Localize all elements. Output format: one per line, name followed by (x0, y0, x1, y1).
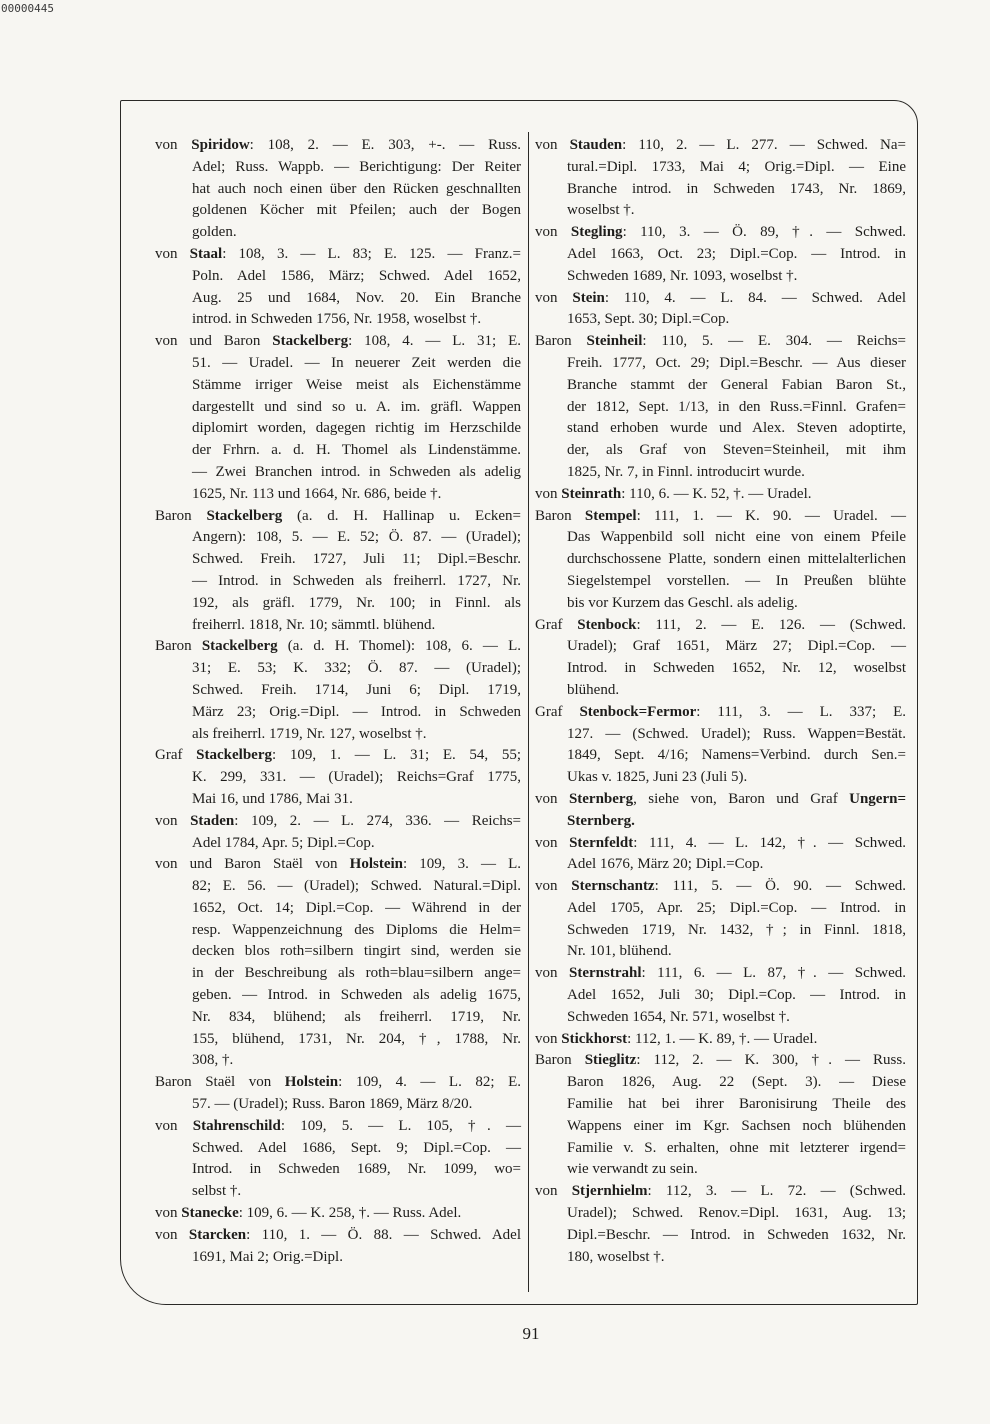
entry-name: Sternberg (568, 790, 634, 807)
text-line (155, 331, 521, 353)
text-line: Familie v. S. erhalten, ohne mit letzterer irgend= (567, 1139, 906, 1156)
text-line: Mai 16, und 1786, Mai 31. (192, 790, 353, 807)
text-line (155, 636, 521, 658)
text-line: 31; E. 53; K. 332; Ö. 87. — (Uradel); (192, 660, 521, 677)
register-entry (535, 484, 906, 506)
entry-name: Staden (190, 812, 235, 829)
text-line: Schweden 1689, Nr. 1093, woselbst †. (567, 267, 798, 284)
text-line: 180, woselbst †. (567, 1248, 665, 1265)
entry-text: : 108, 2. — E. 303, +-. — Russ. (249, 137, 521, 153)
text-line: Adel 1652, Juli 30; Dipl.=Cop. — Introd. in (567, 987, 906, 1004)
text-line (535, 484, 906, 506)
register-entry (535, 963, 906, 1028)
text-line: Aug. 25 und 1684, Nov. 20. Ein Branche (192, 289, 521, 306)
text-line: Uradel); Graf 1651, März 27; Dipl.=Cop. — (567, 638, 906, 655)
text-line: bis vor Kurzem das Geschl. als adelig. (567, 594, 798, 611)
entry-text: : 111, 5. — Ö. 90. — Schwed. (654, 878, 906, 895)
text-line: 1849, Sept. 4/16; Namens=Verbind. durch Sen.= (567, 747, 906, 764)
text-line (535, 135, 906, 157)
text-line: dargestellt und sind so u. A. im. gräfl. Wappen (192, 398, 521, 415)
entry-text: von (535, 1030, 562, 1047)
text-line: als freiherrl. 1719, Nr. 127, woselbst †. (192, 725, 427, 742)
text-line (155, 1225, 521, 1247)
register-entry (155, 135, 521, 244)
entry-name: Sternberg. (567, 812, 635, 829)
register-entry (155, 506, 521, 637)
page-number: 91 (522, 1324, 540, 1343)
register-entry (535, 702, 906, 789)
register-entry (155, 1072, 521, 1116)
entry-text: von (535, 790, 569, 807)
entry-text: von (535, 289, 573, 306)
text-line (535, 833, 906, 855)
entry-text: (a. d. H. Thomel): 108, 6. — L. (277, 638, 521, 655)
text-line: introd. in Schweden 1756, Nr. 1958, woselbst †. (192, 311, 482, 328)
entry-text: : 110, 2. — L. 277. — Schwed. Na= (622, 137, 907, 153)
register-entry (155, 811, 521, 855)
entry-text: : 108, 4. — L. 31; E. (348, 333, 521, 350)
entry-text: : 112, 2. — K. 300, †. — Russ. (636, 1052, 906, 1069)
entry-name: Ungern= (849, 790, 907, 807)
text-line: 57. — (Uradel); Russ. Baron 1869, März 8/20. (192, 1096, 473, 1113)
text-line: März 23; Orig.=Dipl. — Introd. in Schweden (192, 703, 521, 720)
text-line: diplomirt worden, dagegen richtig im Herzschilde (192, 420, 521, 437)
register-entry (535, 288, 906, 332)
text-line: — Zwei Branchen introd. in Schweden als adelig (192, 463, 521, 480)
entry-text: : 110, 6. — K. 52, †. — Uradel. (621, 485, 812, 502)
entry-name: Stegling (570, 224, 623, 241)
text-line (155, 244, 521, 266)
register-entry (155, 745, 521, 810)
entry-name: Holstein (284, 1074, 339, 1091)
text-line (535, 789, 906, 811)
text-line: 1691, Mai 2; Orig.=Dipl. (192, 1248, 343, 1265)
text-line: in der Beschreibung als roth=blau=silbern ange= (192, 965, 521, 982)
entry-text: : 111, 6. — L. 87, †. — Schwed. (641, 965, 907, 982)
text-line: Adel 1705, Apr. 25; Dipl.=Cop. — Introd. in (567, 899, 906, 916)
text-line: Nr. 101, blühend. (567, 943, 672, 960)
text-line: 1825, Nr. 7, in Finnl. introducirt wurde. (567, 463, 805, 480)
text-line: Familie hat bei ihrer Baronisirung Theile des (567, 1096, 906, 1113)
entry-text: Graf (535, 616, 578, 633)
text-line: goldenen Köcher mit Pfeilen; auch der Bogen (192, 202, 521, 219)
text-line: Poln. Adel 1586, März; Schwed. Adel 1652, (192, 267, 521, 284)
text-line: der, als Graf von Steven=Steinheil, mit ihm (567, 442, 906, 459)
entry-name: Stjernhielm (571, 1183, 648, 1200)
entry-text: von (155, 1205, 182, 1222)
text-line: Angern): 108, 5. — E. 52; Ö. 87. — (Uradel); (192, 529, 521, 546)
register-entry (535, 331, 906, 484)
text-line: Schwed. Freih. 1714, Juni 6; Dipl. 1719, (192, 681, 521, 698)
entry-text: : 112, 3. — L. 72. — (Schwed. (647, 1183, 907, 1200)
register-entry (535, 222, 906, 287)
text-line: Wappens einer im Kgr. Sachsen noch blühenden (567, 1117, 906, 1134)
register-entry (535, 876, 906, 963)
text-line (155, 1203, 521, 1225)
entry-name: Steinrath (561, 485, 622, 502)
text-line (535, 1029, 906, 1051)
entry-text: : 108, 3. — L. 83; E. 125. — Franz.= (222, 245, 521, 262)
entry-text: Graf (155, 747, 197, 764)
entry-text: Baron (535, 333, 587, 350)
text-line: der 1812, Sept. 1/13, in den Russ.=Finnl. Grafen= (567, 398, 906, 415)
entry-name: Stackelberg (206, 507, 283, 524)
entry-name: Stauden (569, 137, 623, 153)
entry-text: Baron (535, 507, 585, 524)
text-line: stand erhoben wurde und Alex. Steven adoptirte, (567, 420, 906, 437)
entry-text: : 110, 1. — Ö. 88. — Schwed. Adel (246, 1226, 522, 1243)
text-line: Siegelstempel vorstellen. — In Preußen blühte (567, 572, 906, 589)
text-line (535, 331, 906, 353)
register-entry (155, 1203, 521, 1225)
register-entry (535, 135, 906, 222)
text-line (155, 506, 521, 528)
entry-name: Stackelberg (272, 333, 349, 350)
text-line: geben. — Introd. in Schweden als adelig 1675, (192, 987, 521, 1004)
entry-name: Sternstrahl (569, 965, 642, 982)
text-line: freiherrl. 1818, Nr. 10; sämmtl. blühend. (192, 616, 436, 633)
register-entry (155, 1225, 521, 1269)
entry-text: Baron (535, 1052, 585, 1069)
text-line: Adel 1676, März 20; Dipl.=Cop. (567, 856, 764, 873)
entry-text: : 109, 5. — L. 105, †. — (280, 1117, 521, 1134)
text-line: tural.=Dipl. 1733, Mai 4; Orig.=Dipl. — Eine (567, 158, 906, 175)
entry-text: von (155, 1117, 193, 1134)
register-entry (155, 244, 521, 331)
entry-text: von (155, 1226, 189, 1243)
entry-name: Stackelberg (196, 747, 272, 764)
text-line: Adel 1784, Apr. 5; Dipl.=Cop. (192, 834, 375, 851)
entry-text: von (155, 245, 190, 262)
text-line: durchschossene Platte, sondern einen mittelalterlichen (567, 551, 906, 568)
text-line: Das Wappenbild soll nicht eine von einem Pfeile (567, 529, 906, 546)
text-line: 155, blühend, 1731, Nr. 204, †, 1788, Nr. (192, 1030, 521, 1047)
entry-name: Staal (189, 245, 223, 262)
text-line: blühend. (567, 681, 620, 698)
entry-text: von (535, 965, 570, 982)
register-entry (155, 1116, 521, 1203)
text-line (535, 876, 906, 898)
text-line (535, 615, 906, 637)
text-line: 51. — Uradel. — In neuerer Zeit werden die (192, 354, 521, 371)
entry-text: von (535, 878, 572, 895)
text-line: Schwed. Adel 1686, Sept. 9; Dipl.=Cop. — (192, 1139, 521, 1156)
text-line: Schwed. Freih. 1727, Juli 11; Dipl.=Beschr. (192, 551, 521, 568)
text-line (535, 222, 906, 244)
register-entry (535, 1050, 906, 1181)
entry-text: Baron (155, 507, 207, 524)
entry-name: Stahrenschild (192, 1117, 281, 1134)
text-line: 192, als gräfl. 1779, Nr. 100; in Finnl. als (192, 594, 521, 611)
register-entry (155, 331, 521, 505)
entry-name: Steinheil (586, 333, 643, 350)
text-line: Introd. in Schweden 1652, Nr. 12, woselbst (567, 660, 906, 677)
entry-text: : 111, 4. — L. 142, †. — Schwed. (633, 834, 906, 851)
entry-text: , siehe von, Baron und Graf (633, 790, 850, 807)
text-line: wie verwandt zu sein. (567, 1161, 698, 1178)
text-line: 308, †. (192, 1052, 234, 1069)
text-line: Schweden 1654, Nr. 571, woselbst †. (567, 1008, 790, 1025)
text-line: 1652, Oct. 14; Dipl.=Cop. — Während in der (192, 899, 521, 916)
entry-text: von (535, 485, 562, 502)
text-line (535, 811, 906, 833)
entry-text: von (535, 1183, 572, 1200)
entry-text: von und Baron (155, 333, 273, 350)
entry-text: von und Baron Staël von (155, 856, 350, 873)
entry-text: : 109, 3. — L. (403, 856, 521, 873)
entry-text: von (535, 137, 570, 153)
text-line: hat auch noch einen über den Rücken geschnallten (192, 180, 521, 197)
register-entry (535, 506, 906, 615)
entry-text: : 110, 4. — L. 84. — Schwed. Adel (604, 289, 907, 306)
entry-text: Graf (535, 703, 580, 720)
entry-name: Spiridow (191, 137, 250, 153)
entry-text: von (535, 224, 571, 241)
text-line: 1625, Nr. 113 und 1664, Nr. 686, beide †. (192, 485, 442, 502)
text-line: woselbst †. (567, 202, 635, 219)
register-entry (535, 1181, 906, 1268)
text-line (155, 745, 521, 767)
scan-id: 00000445 (1, 2, 54, 15)
entry-name: Sternschantz (571, 878, 655, 895)
text-line (535, 702, 906, 724)
text-line: Schweden 1719, Nr. 1432, †; in Finnl. 1818, (567, 921, 906, 938)
text-line: — Introd. in Schweden als freiherrl. 1727, Nr. (192, 572, 521, 589)
text-line (535, 963, 906, 985)
text-line (535, 288, 906, 310)
text-line: resp. Wappenzeichnung des Diploms die Helm= (192, 921, 521, 938)
text-line: Introd. in Schweden 1689, Nr. 1099, wo= (192, 1161, 521, 1178)
text-line (155, 135, 521, 157)
entry-text: : 110, 3. — Ö. 89, †. — Schwed. (622, 224, 907, 241)
text-line (535, 506, 906, 528)
entry-name: Stackelberg (201, 638, 278, 655)
entry-text: Baron (155, 638, 202, 655)
column-divider (528, 132, 529, 1292)
entry-name: Stenbock=Fermor (579, 703, 697, 720)
entry-text: Baron Staël von (155, 1074, 285, 1091)
entry-name: Stempel (584, 507, 637, 524)
entry-text: : 111, 1. — K. 90. — Uradel. — (636, 507, 906, 524)
entry-text: : 109, 2. — L. 274, 336. — Reichs= (234, 812, 522, 829)
entry-name: Holstein (349, 856, 403, 873)
text-line: decken blos roth=silbern tingirt sind, werden sie (192, 943, 521, 960)
text-line: Freih. 1777, Oct. 29; Dipl.=Beschr. — Aus dieser (567, 354, 906, 371)
text-line: 127. — (Schwed. Uradel); Russ. Wappen=Bestät. (567, 725, 906, 742)
register-entry (155, 854, 521, 1072)
left-column (155, 135, 521, 1268)
text-line: Baron 1826, Aug. 22 (Sept. 3). — Diese (567, 1074, 906, 1091)
entry-text: : 109, 4. — L. 82; E. (338, 1074, 521, 1091)
text-line: 1653, Sept. 30; Dipl.=Cop. (567, 311, 730, 328)
entry-name: Starcken (188, 1226, 247, 1243)
text-line (155, 1116, 521, 1138)
text-line: Uradel); Schwed. Renov.=Dipl. 1631, Aug. 13; (567, 1205, 906, 1222)
text-line: Stämme irriger Weise meist als Eichenstämme (192, 376, 521, 393)
text-line (535, 1050, 906, 1072)
register-entry (155, 636, 521, 745)
entry-text: von (155, 812, 191, 829)
entry-name: Stenbock (577, 616, 637, 633)
entry-name: Stanecke (181, 1205, 239, 1222)
entry-text: : 109, 1. — L. 31; E. 54, 55; (272, 747, 522, 764)
entry-name: Stieglitz (584, 1052, 637, 1069)
entry-text: : 111, 3. — L. 337; E. (696, 703, 907, 720)
text-line: Adel 1663, Oct. 23; Dipl.=Cop. — Introd. in (567, 245, 906, 262)
register-entry (535, 833, 906, 877)
text-line: Branche introd. in Schweden 1743, Nr. 1869, (567, 180, 906, 197)
text-line: K. 299, 331. — (Uradel); Reichs=Graf 1775, (192, 769, 521, 786)
right-column (535, 135, 906, 1268)
entry-text: von (155, 137, 192, 153)
entry-text: : 110, 5. — E. 304. — Reichs= (642, 333, 906, 350)
text-line (155, 811, 521, 833)
entry-text: : 111, 2. — E. 126. — (Schwed. (636, 616, 906, 633)
text-line (155, 1072, 521, 1094)
text-line: Branche stammt der General Fabian Baron St., (567, 376, 906, 393)
entry-text: von (535, 834, 570, 851)
entry-text: : 112, 1. — K. 89, †. — Uradel. (627, 1030, 818, 1047)
entry-name: Sternfeldt (569, 834, 634, 851)
entry-name: Stein (572, 289, 605, 306)
text-line: Dipl.=Beschr. — Introd. in Schweden 1632, Nr. (567, 1226, 906, 1243)
entry-name: Stickhorst (561, 1030, 628, 1047)
text-line: der Frhrn. a. d. H. Thomel als Lindenstämme. (192, 442, 521, 459)
text-line (155, 854, 521, 876)
register-entry (535, 1029, 906, 1051)
text-line: golden. (192, 224, 237, 241)
entry-text: (a. d. H. Hallinap u. Ecken= (282, 507, 521, 524)
text-line: Adel; Russ. Wappb. — Berichtigung: Der Reiter (192, 158, 521, 175)
entry-text: : 109, 6. — K. 258, †. — Russ. Adel. (238, 1205, 462, 1222)
text-line: 82; E. 56. — (Uradel); Schwed. Natural.=Dipl. (192, 878, 521, 895)
text-line: Nr. 834, blühend; als freiherrl. 1719, Nr. (192, 1008, 521, 1025)
register-entry (535, 615, 906, 702)
register-entry (535, 789, 906, 833)
text-line (535, 1181, 906, 1203)
text-line: Ukas v. 1825, Juni 23 (Juli 5). (567, 769, 748, 786)
text-line: selbst †. (192, 1183, 242, 1200)
